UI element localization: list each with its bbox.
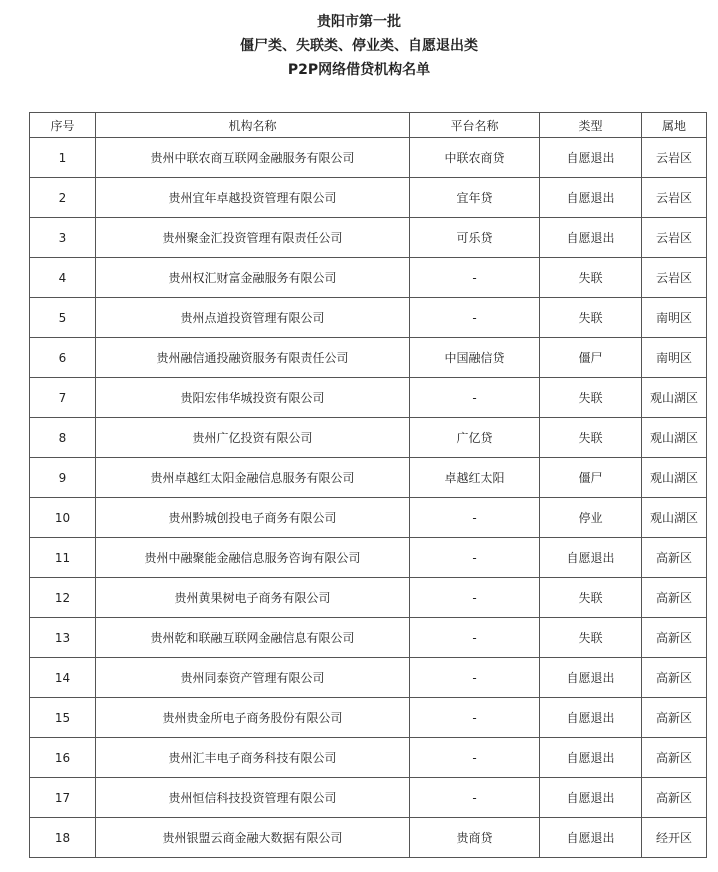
cell-district: 南明区 bbox=[642, 338, 707, 378]
cell-platform-name: - bbox=[410, 298, 540, 338]
table-row bbox=[30, 458, 707, 498]
cell-district: 高新区 bbox=[642, 738, 707, 778]
cell-serial: 10 bbox=[30, 498, 96, 538]
cell-district: 南明区 bbox=[642, 298, 707, 338]
cell-institution-name: 贵州权汇财富金融服务有限公司 bbox=[96, 258, 410, 298]
cell-district: 观山湖区 bbox=[642, 498, 707, 538]
cell-serial: 2 bbox=[30, 178, 96, 218]
cell-serial: 7 bbox=[30, 378, 96, 418]
cell-district: 云岩区 bbox=[642, 218, 707, 258]
table-row bbox=[30, 258, 707, 298]
cell-serial: 8 bbox=[30, 418, 96, 458]
cell-district: 高新区 bbox=[642, 578, 707, 618]
cell-type: 自愿退出 bbox=[540, 818, 642, 858]
table-row bbox=[30, 338, 707, 378]
table-row bbox=[30, 378, 707, 418]
cell-institution-name: 贵州乾和联融互联网金融信息有限公司 bbox=[96, 618, 410, 658]
cell-type: 失联 bbox=[540, 378, 642, 418]
cell-platform-name: - bbox=[410, 378, 540, 418]
document-title bbox=[0, 10, 718, 82]
title-line-3: P2P网络借贷机构名单 bbox=[287, 62, 431, 78]
cell-institution-name: 贵阳宏伟华城投资有限公司 bbox=[96, 378, 410, 418]
cell-platform-name: - bbox=[410, 578, 540, 618]
table-row bbox=[30, 298, 707, 338]
cell-type: 自愿退出 bbox=[540, 178, 642, 218]
cell-platform-name: 可乐贷 bbox=[410, 218, 540, 258]
cell-type: 失联 bbox=[540, 578, 642, 618]
cell-type: 自愿退出 bbox=[540, 538, 642, 578]
cell-platform-name: - bbox=[410, 538, 540, 578]
header-institution-name: 机构名称 bbox=[96, 113, 410, 138]
cell-type: 失联 bbox=[540, 418, 642, 458]
cell-platform-name: - bbox=[410, 258, 540, 298]
header-type: 类型 bbox=[540, 113, 642, 138]
cell-platform-name: 宜年贷 bbox=[410, 178, 540, 218]
cell-serial: 14 bbox=[30, 658, 96, 698]
cell-institution-name: 贵州黔城创投电子商务有限公司 bbox=[96, 498, 410, 538]
cell-institution-name: 贵州贵金所电子商务股份有限公司 bbox=[96, 698, 410, 738]
table-row bbox=[30, 698, 707, 738]
cell-institution-name: 贵州黄果树电子商务有限公司 bbox=[96, 578, 410, 618]
cell-serial: 5 bbox=[30, 298, 96, 338]
cell-serial: 3 bbox=[30, 218, 96, 258]
table-row bbox=[30, 538, 707, 578]
cell-platform-name: 广亿贷 bbox=[410, 418, 540, 458]
cell-serial: 4 bbox=[30, 258, 96, 298]
cell-type: 自愿退出 bbox=[540, 738, 642, 778]
table-row bbox=[30, 498, 707, 538]
table-row bbox=[30, 738, 707, 778]
cell-serial: 9 bbox=[30, 458, 96, 498]
cell-type: 自愿退出 bbox=[540, 778, 642, 818]
cell-serial: 1 bbox=[30, 138, 96, 178]
cell-institution-name: 贵州融信通投融资服务有限责任公司 bbox=[96, 338, 410, 378]
cell-institution-name: 贵州广亿投资有限公司 bbox=[96, 418, 410, 458]
table-header-row bbox=[30, 113, 707, 138]
table-row bbox=[30, 578, 707, 618]
cell-platform-name: 中国融信贷 bbox=[410, 338, 540, 378]
cell-serial: 15 bbox=[30, 698, 96, 738]
cell-serial: 16 bbox=[30, 738, 96, 778]
cell-institution-name: 贵州同泰资产管理有限公司 bbox=[96, 658, 410, 698]
cell-institution-name: 贵州点道投资管理有限公司 bbox=[96, 298, 410, 338]
cell-institution-name: 贵州宜年卓越投资管理有限公司 bbox=[96, 178, 410, 218]
cell-institution-name: 贵州恒信科技投资管理有限公司 bbox=[96, 778, 410, 818]
cell-type: 停业 bbox=[540, 498, 642, 538]
cell-district: 云岩区 bbox=[642, 258, 707, 298]
cell-serial: 6 bbox=[30, 338, 96, 378]
cell-institution-name: 贵州银盟云商金融大数据有限公司 bbox=[96, 818, 410, 858]
cell-district: 高新区 bbox=[642, 538, 707, 578]
table-row bbox=[30, 778, 707, 818]
table-row bbox=[30, 818, 707, 858]
cell-platform-name: - bbox=[410, 618, 540, 658]
cell-district: 高新区 bbox=[642, 658, 707, 698]
cell-district: 观山湖区 bbox=[642, 418, 707, 458]
cell-serial: 12 bbox=[30, 578, 96, 618]
table-row bbox=[30, 618, 707, 658]
cell-district: 观山湖区 bbox=[642, 458, 707, 498]
table-row bbox=[30, 178, 707, 218]
header-district: 属地 bbox=[642, 113, 707, 138]
cell-platform-name: 中联农商贷 bbox=[410, 138, 540, 178]
cell-serial: 17 bbox=[30, 778, 96, 818]
table-row bbox=[30, 218, 707, 258]
cell-serial: 18 bbox=[30, 818, 96, 858]
cell-type: 僵尸 bbox=[540, 338, 642, 378]
table-row bbox=[30, 658, 707, 698]
cell-type: 自愿退出 bbox=[540, 218, 642, 258]
cell-type: 失联 bbox=[540, 618, 642, 658]
cell-platform-name: 贵商贷 bbox=[410, 818, 540, 858]
table-row bbox=[30, 138, 707, 178]
header-platform-name: 平台名称 bbox=[410, 113, 540, 138]
cell-district: 高新区 bbox=[642, 698, 707, 738]
cell-institution-name: 贵州汇丰电子商务科技有限公司 bbox=[96, 738, 410, 778]
cell-serial: 11 bbox=[30, 538, 96, 578]
cell-platform-name: - bbox=[410, 498, 540, 538]
cell-district: 高新区 bbox=[642, 778, 707, 818]
cell-district: 高新区 bbox=[642, 618, 707, 658]
cell-platform-name: - bbox=[410, 658, 540, 698]
table-row bbox=[30, 418, 707, 458]
cell-district: 云岩区 bbox=[642, 138, 707, 178]
cell-type: 僵尸 bbox=[540, 458, 642, 498]
cell-platform-name: - bbox=[410, 778, 540, 818]
title-line-1: 贵阳市第一批 bbox=[317, 14, 401, 30]
cell-district: 云岩区 bbox=[642, 178, 707, 218]
cell-district: 经开区 bbox=[642, 818, 707, 858]
cell-platform-name: 卓越红太阳 bbox=[410, 458, 540, 498]
cell-type: 失联 bbox=[540, 298, 642, 338]
table-body bbox=[30, 138, 707, 858]
header-serial: 序号 bbox=[30, 113, 96, 138]
title-line-2: 僵尸类、失联类、停业类、自愿退出类 bbox=[240, 38, 478, 54]
cell-district: 观山湖区 bbox=[642, 378, 707, 418]
cell-institution-name: 贵州中融聚能金融信息服务咨询有限公司 bbox=[96, 538, 410, 578]
cell-type: 自愿退出 bbox=[540, 698, 642, 738]
cell-institution-name: 贵州中联农商互联网金融服务有限公司 bbox=[96, 138, 410, 178]
cell-serial: 13 bbox=[30, 618, 96, 658]
institution-table bbox=[29, 112, 707, 858]
cell-institution-name: 贵州聚金汇投资管理有限责任公司 bbox=[96, 218, 410, 258]
cell-type: 自愿退出 bbox=[540, 658, 642, 698]
cell-platform-name: - bbox=[410, 738, 540, 778]
cell-institution-name: 贵州卓越红太阳金融信息服务有限公司 bbox=[96, 458, 410, 498]
cell-type: 自愿退出 bbox=[540, 138, 642, 178]
cell-platform-name: - bbox=[410, 698, 540, 738]
cell-type: 失联 bbox=[540, 258, 642, 298]
